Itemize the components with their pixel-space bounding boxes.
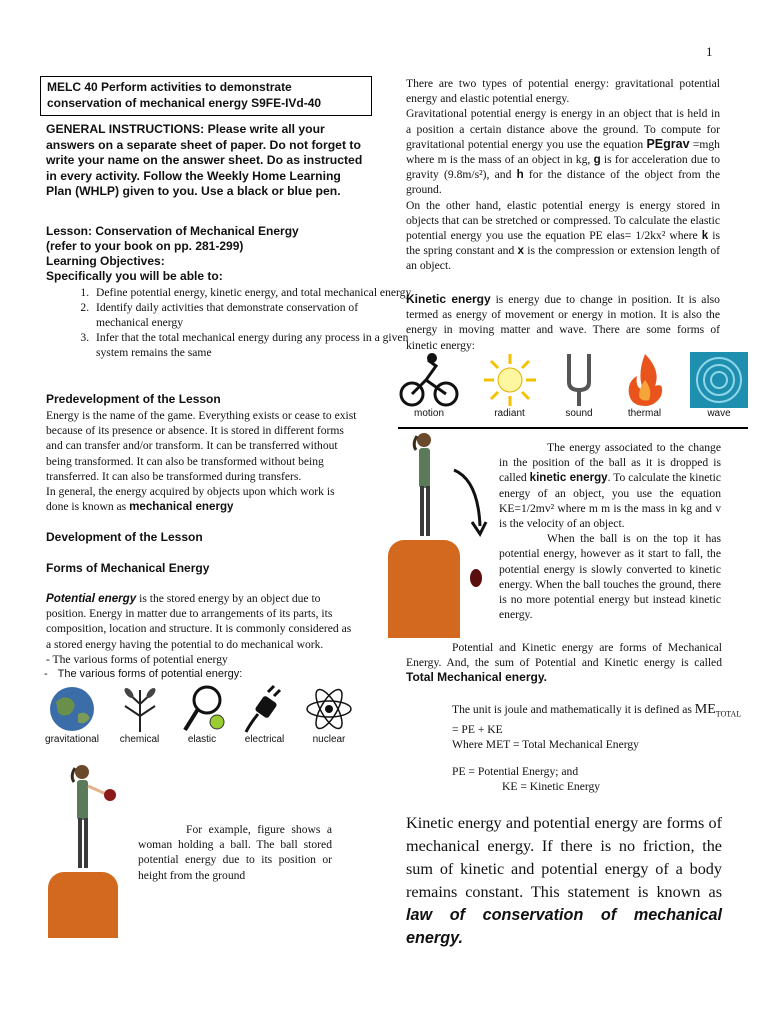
forms-heading: Forms of Mechanical Energy bbox=[46, 561, 210, 575]
wave-icon: wave bbox=[690, 352, 748, 419]
pedestal bbox=[388, 540, 460, 638]
kinetic-energy-paragraph: Kinetic energy is energy due to change in position. It is also termed as energy of movement or energy in motion. It is also the energy in moving matter and wave. There are some forms of kinetic energy: bbox=[406, 292, 720, 352]
example-text: For example, figure shows a woman holding a ball. The ball stored potential energy due to its position or height from the ground bbox=[138, 823, 332, 882]
potential-forms-caption: The various forms of potential energy: bbox=[57, 668, 243, 680]
ball-kinetic-text: The energy associated to the change in the position of the ball as it is dropped is called kinetic energy. To calculate the kinetic energy of an object, you use the equation KE=1/2mv² where m m is the mass in kg and v is the velocity of an object. When the ball is on the top it has potential energy, however as it start to fall, the potential energy is slowly converted to kinetic energy. When the ball touches the ground, there is no more potential energy but instead kinetic energy. bbox=[499, 441, 721, 622]
radiant-icon: radiant bbox=[482, 352, 538, 419]
electrical-icon: electrical bbox=[242, 684, 288, 745]
law-statement: Kinetic energy and potential energy are forms of mechanical energy. If there is no friction, the sum of kinetic and potential energy of a body remains constant. This statement is known as law of conservation of mechanical energy. bbox=[406, 814, 722, 947]
potential-energy-paragraph: Potential energy is the stored energy by an object due to position. Energy in matter due to arrangements of its parts, its composition, location and structure. It is commonly considered as a stored energy having the potential to do mechanical work. - The various forms of potential energy bbox=[46, 592, 352, 666]
woman-holding-ball-figure bbox=[48, 760, 120, 940]
melc-box: MELC 40 Perform activities to demonstrate conservation of mechanical energy S9FE-IVd-40 bbox=[40, 76, 372, 116]
objectives-heading: Learning Objectives: bbox=[46, 254, 165, 268]
objectives-intro: Specifically you will be able to: bbox=[46, 269, 223, 283]
potential-forms-figure: - The various forms of potential energy: gravitational chemical elastic electrical nuclear bbox=[44, 668, 354, 748]
potential-types-text: There are two types of potential energy: gravitational potential energy and elastic potential energy. Gravitational potential energy is energy in an object that is held in a position a certain distance above the ground. To compute for gravitational potential energy you use the equation PEgrav =mgh where m is the mass of an object in kg, g is for acceleration due to gravity (9.8m/s²), and h for the distance of the object from the ground. On the other hand, elastic potential energy is energy stored in objects that can be stretched or compressed. To calculate the elastic potential energy you use the equation PE elas= 1/2kx² where k is the spring constant and x is the compression or extension length of an object. bbox=[406, 77, 720, 273]
kinetic-energy-term: Kinetic energy bbox=[406, 292, 491, 306]
predevelopment-heading: Predevelopment of the Lesson bbox=[46, 392, 221, 406]
chemical-icon: chemical bbox=[117, 684, 163, 745]
lesson-ref: (refer to your book on pp. 281-299) bbox=[46, 239, 244, 253]
general-instructions: GENERAL INSTRUCTIONS: Please write all your answers on a separate sheet of paper. Do not forget to write your name on the answer sheet. Do as instructed in every activity. Follow the Weekly Home Learning Plan (WHLP) given to you. Use a black or blue pen. bbox=[46, 122, 363, 198]
lesson-title: Lesson: Conservation of Mechanical Energy bbox=[46, 224, 299, 238]
pe-ke-definitions: PE = Potential Energy; and KE = Kinetic Energy bbox=[452, 765, 601, 794]
potential-energy-term: Potential energy bbox=[46, 592, 137, 605]
nuclear-icon: nuclear bbox=[304, 684, 354, 745]
kinetic-forms-figure bbox=[398, 352, 748, 424]
objective-item: 2. Identify daily activities that demonstrate conservation of mechanical energy bbox=[92, 300, 412, 330]
objective-item: 3. Infer that the total mechanical energy during any process in a given system remains the same bbox=[92, 330, 412, 360]
objectives-list bbox=[46, 285, 412, 360]
predevelopment-text: Energy is the name of the game. Everything exists or cease to exist because of its presence or absence. It is stored in different forms and can transfer and/or transform. It can be transferred without being transformed. It can also be transformed without being transferred. It can also be transformed during transfers. In general, the energy acquired by objects upon which work is done is known as mechanical energy bbox=[46, 409, 357, 514]
divider-line bbox=[398, 427, 748, 429]
unit-definition: The unit is joule and mathematically it is defined as $ME_{TOTAL}$ = PE + KE Where MET = Total Mechanical Energy bbox=[452, 702, 742, 751]
gravitational-icon: gravitational bbox=[44, 684, 100, 745]
sound-icon: sound bbox=[559, 352, 599, 419]
total-mechanical-text: Potential and Kinetic energy are forms of Mechanical Energy. And, the sum of Potential and Kinetic energy is called Total Mechanical energy. bbox=[406, 641, 722, 685]
lesson-header bbox=[46, 224, 366, 284]
objective-item: 1. Define potential energy, kinetic energy, and total mechanical energy bbox=[92, 285, 412, 300]
pedestal bbox=[48, 872, 118, 938]
motion-icon: motion bbox=[398, 352, 460, 419]
ball-drop-figure bbox=[388, 430, 500, 640]
elastic-icon: elastic bbox=[179, 684, 225, 745]
development-heading: Development of the Lesson bbox=[46, 530, 203, 544]
page-number: 1 bbox=[706, 44, 713, 59]
thermal-icon: thermal bbox=[621, 352, 669, 419]
